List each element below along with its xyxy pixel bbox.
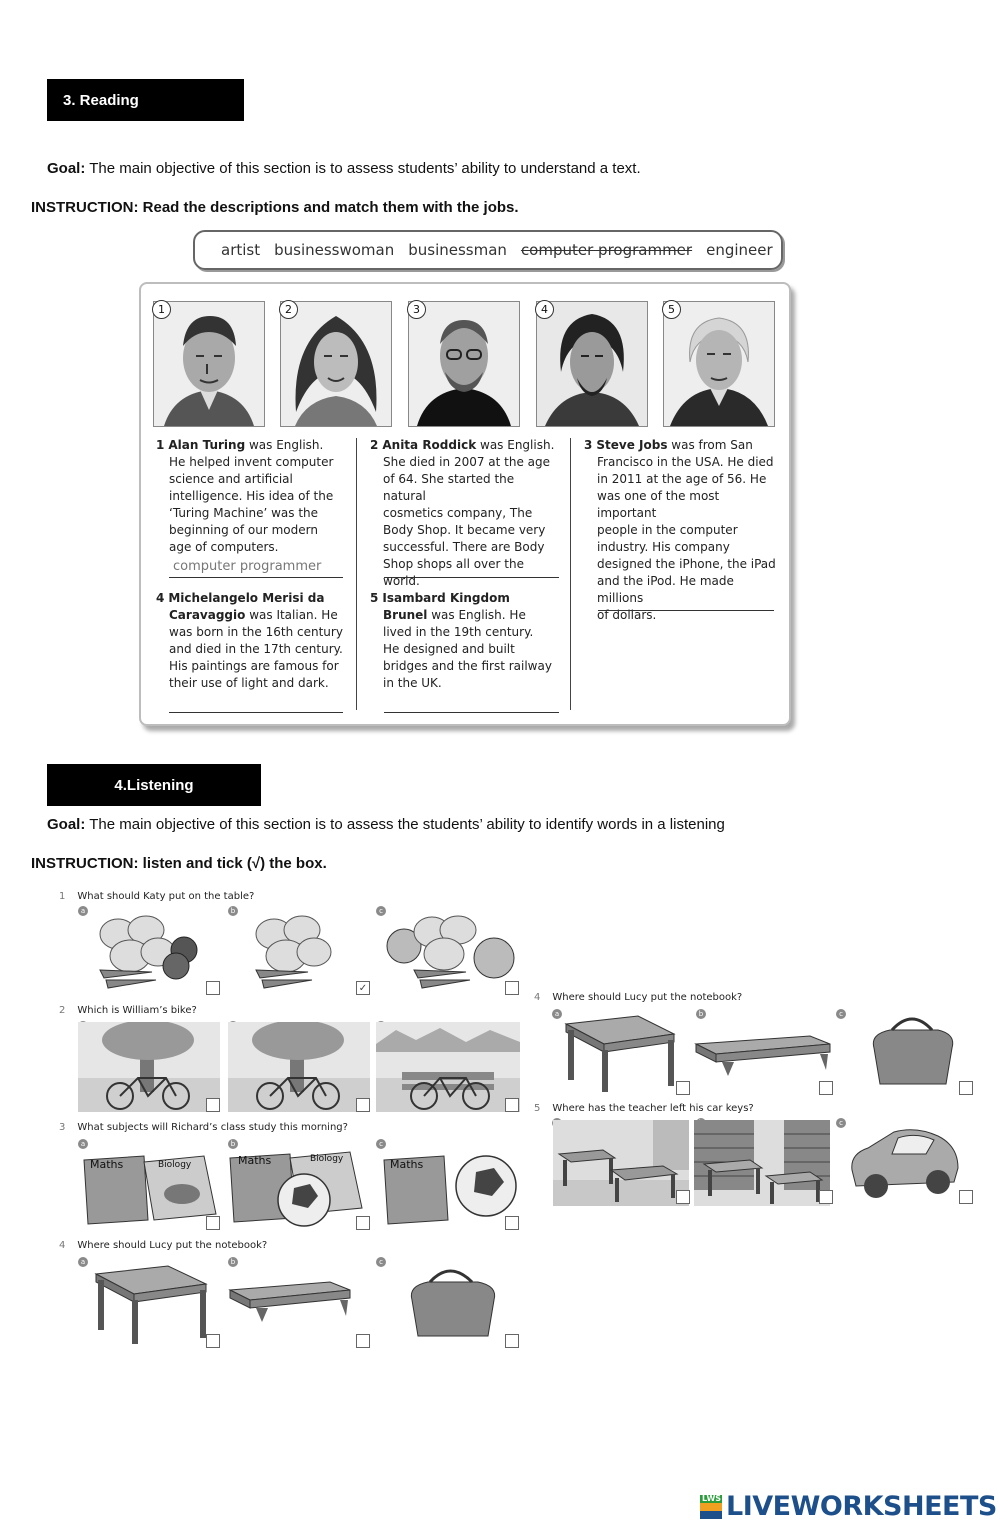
- desc-line: was Italian. He: [245, 608, 338, 622]
- desc-line: beginning of our modern: [169, 523, 318, 537]
- q4r-option-b-checkbox[interactable]: [819, 1081, 833, 1095]
- description-number: 3: [584, 438, 593, 452]
- desc-line: was English.: [245, 438, 324, 452]
- reading-goal: [47, 160, 641, 177]
- person-name-cont: Brunel: [383, 608, 428, 622]
- option-letter-a: a: [78, 1139, 88, 1149]
- bag-image: [398, 1266, 502, 1342]
- reading-heading-text: 3. Reading: [63, 91, 139, 109]
- desc-line: Body Shop. It became very: [383, 523, 546, 537]
- portrait-5: [663, 301, 775, 427]
- maths-biology-books-a: [82, 1150, 222, 1226]
- portrait-caravaggio-image: [537, 302, 647, 426]
- question-5: [534, 1103, 754, 1114]
- q3-option-a-checkbox[interactable]: [206, 1216, 220, 1230]
- option-letter-a: a: [78, 906, 88, 916]
- person-name: Michelangelo Merisi da: [168, 591, 325, 605]
- person-name: Alan Turing: [168, 438, 246, 452]
- word-engineer: engineer: [706, 241, 773, 259]
- desc-line: and the iPod. He made millions: [597, 574, 734, 605]
- maths-label: Maths: [90, 1158, 124, 1171]
- question-1: [59, 891, 254, 902]
- potatoes-carrots-tomatoes-image: [96, 914, 206, 990]
- reading-goal-text: The main objective of this section is to assess students’ ability to understand a text.: [85, 160, 641, 177]
- question-number: 2: [59, 1005, 66, 1016]
- desc-line: Francisco in the USA. He died: [597, 455, 774, 469]
- question-text: Where has the teacher left his car keys?: [552, 1103, 754, 1114]
- description-number: 1: [156, 438, 165, 452]
- desc-line: science and artificial: [169, 472, 293, 486]
- q4-option-b-checkbox[interactable]: [356, 1334, 370, 1348]
- q2-option-b-checkbox[interactable]: [356, 1098, 370, 1112]
- q1-option-c-checkbox[interactable]: [505, 981, 519, 995]
- listening-goal-label: Goal:: [47, 816, 86, 833]
- shelf-image: [228, 1276, 352, 1332]
- portrait-number-1: 1: [152, 300, 171, 319]
- lws-badge-icon: [700, 1494, 722, 1520]
- answer-field-4[interactable]: [169, 694, 343, 713]
- desc-line: He helped invent computer: [169, 455, 334, 469]
- option-letter-b: b: [696, 1009, 706, 1019]
- description-number: 4: [156, 591, 165, 605]
- portrait-1: [153, 301, 265, 427]
- car-image: [846, 1124, 962, 1204]
- person-name: Isambard Kingdom: [382, 591, 510, 605]
- portrait-alan-turing-image: [154, 302, 264, 426]
- option-letter-c: c: [836, 1118, 846, 1128]
- maths-biology-football-b: [228, 1148, 368, 1228]
- maths-football-c: [382, 1150, 522, 1226]
- potatoes-carrots-image: [252, 914, 352, 990]
- question-4: [59, 1240, 267, 1251]
- maths-label: Maths: [238, 1154, 272, 1167]
- person-name: Steve Jobs: [596, 438, 668, 452]
- column-divider-1: [356, 438, 357, 710]
- q1-option-a-checkbox[interactable]: [206, 981, 220, 995]
- desc-line: He designed and built: [383, 642, 515, 656]
- option-letter-a: a: [78, 1257, 88, 1267]
- listening-instruction: INSTRUCTION: listen and tick (√) the box.: [31, 855, 327, 872]
- desc-line: designed the iPhone, the iPad: [597, 557, 776, 571]
- q5-option-a-checkbox[interactable]: [676, 1190, 690, 1204]
- bike-tree-image-a: [78, 1022, 220, 1112]
- desc-line: in the UK.: [383, 676, 442, 690]
- portrait-brunel-image: [664, 302, 774, 426]
- option-letter-c: c: [376, 1139, 386, 1149]
- question-text: Where should Lucy put the notebook?: [552, 992, 743, 1003]
- desc-line: people in the computer: [597, 523, 738, 537]
- portrait-number-5: 5: [662, 300, 681, 319]
- word-artist: artist: [221, 241, 261, 259]
- portrait-number-3: 3: [407, 300, 426, 319]
- desc-line: their use of light and dark.: [169, 676, 329, 690]
- bike-tree-image-b: [228, 1022, 370, 1112]
- listening-goal: [47, 816, 725, 833]
- q1-option-b-checkbox[interactable]: ✓: [356, 981, 370, 995]
- q5-option-b-checkbox[interactable]: [819, 1190, 833, 1204]
- person-name: Anita Roddick: [382, 438, 477, 452]
- option-letter-c: c: [376, 1257, 386, 1267]
- question-text: Which is William’s bike?: [77, 1005, 197, 1016]
- portrait-4: [536, 301, 648, 427]
- description-number: 5: [370, 591, 379, 605]
- reading-instruction: INSTRUCTION: Read the descriptions and match them with the jobs.: [31, 199, 519, 216]
- q4-option-a-checkbox[interactable]: [206, 1334, 220, 1348]
- desc-line: of 64. She started the natural: [383, 472, 515, 503]
- question-text: Where should Lucy put the notebook?: [77, 1240, 268, 1251]
- table-image: [92, 1262, 210, 1344]
- potatoes-carrots-apples-image: [384, 912, 520, 990]
- desc-line: was English.: [476, 438, 555, 452]
- q4r-option-c-checkbox[interactable]: [959, 1081, 973, 1095]
- q2-option-a-checkbox[interactable]: [206, 1098, 220, 1112]
- word-computer-programmer: computer programmer: [520, 241, 693, 259]
- portrait-steve-jobs-image: [409, 302, 519, 426]
- description-1: [156, 437, 346, 556]
- desc-line: age of computers.: [169, 540, 279, 554]
- q2-option-c-checkbox[interactable]: [505, 1098, 519, 1112]
- desc-line: was one of the most important: [597, 489, 720, 520]
- q4r-option-a-checkbox[interactable]: [676, 1081, 690, 1095]
- bike-bench-image-c: [376, 1022, 520, 1112]
- desc-line: of dollars.: [597, 608, 657, 622]
- description-number: 2: [370, 438, 379, 452]
- question-text: What subjects will Richard’s class study this morning?: [77, 1122, 348, 1133]
- listening-goal-text: The main objective of this section is to assess the students’ ability to identify words in a listening: [85, 816, 725, 833]
- desc-line: His paintings are famous for: [169, 659, 339, 673]
- desc-line: intelligence. His idea of the: [169, 489, 334, 503]
- column-divider-2: [570, 438, 571, 710]
- listening-section-heading: [47, 764, 261, 806]
- desc-line: industry. His company: [597, 540, 730, 554]
- question-number: 5: [534, 1103, 541, 1114]
- biology-label: Biology: [158, 1160, 192, 1170]
- answer-field-1[interactable]: computer programmer: [169, 559, 343, 578]
- option-letter-b: b: [228, 906, 238, 916]
- answer-field-3[interactable]: [598, 592, 774, 611]
- q3-option-b-checkbox[interactable]: [356, 1216, 370, 1230]
- q5-option-c-checkbox[interactable]: [959, 1190, 973, 1204]
- bag-image-right: [860, 1014, 960, 1090]
- person-name-cont: Caravaggio: [169, 608, 246, 622]
- badge-text: LWS: [702, 1493, 722, 1503]
- option-letter-c: c: [376, 906, 386, 916]
- q4-option-c-checkbox[interactable]: [505, 1334, 519, 1348]
- desc-line: lived in the 19th century.: [383, 625, 534, 639]
- shelf-image-right: [694, 1030, 832, 1086]
- library-desks-image: [694, 1120, 830, 1206]
- reading-section-heading: [47, 79, 244, 121]
- question-4-right: [534, 992, 742, 1003]
- question-2: [59, 1005, 197, 1016]
- description-5: [370, 590, 560, 692]
- option-letter-a: a: [552, 1009, 562, 1019]
- liveworksheets-logo[interactable]: [700, 1491, 997, 1522]
- desc-line: and died in the 17th century.: [169, 642, 343, 656]
- question-number: 1: [59, 891, 66, 902]
- word-businesswoman: businesswoman: [274, 241, 395, 259]
- desc-line: Shop shops all over the world.: [383, 557, 524, 588]
- desc-line: was from San: [667, 438, 753, 452]
- brand-name: LIVEWORKSHEETS: [726, 1491, 997, 1522]
- portrait-anita-roddick-image: [281, 302, 391, 426]
- description-4: [156, 590, 346, 692]
- biology-label: Biology: [310, 1154, 344, 1164]
- answer-field-5[interactable]: [384, 694, 559, 713]
- classroom-desks-image: [553, 1120, 689, 1206]
- option-letter-b: b: [228, 1139, 238, 1149]
- desc-line: was born in the 16th century: [169, 625, 343, 639]
- question-text: What should Katy put on the table?: [77, 891, 255, 902]
- question-number: 4: [534, 992, 541, 1003]
- word-businessman: businessman: [408, 241, 507, 259]
- listening-heading-text: 4.Listening: [114, 776, 194, 794]
- question-3: [59, 1122, 348, 1133]
- maths-label: Maths: [390, 1158, 424, 1171]
- desc-line: cosmetics company, The: [383, 506, 533, 520]
- q3-option-c-checkbox[interactable]: [505, 1216, 519, 1230]
- question-number: 3: [59, 1122, 66, 1133]
- portrait-3: [408, 301, 520, 427]
- word-bank: [193, 230, 783, 270]
- question-number: 4: [59, 1240, 66, 1251]
- table-image-right: [562, 1012, 678, 1092]
- desc-line: She died in 2007 at the age: [383, 455, 551, 469]
- option-letter-c: c: [836, 1009, 846, 1019]
- desc-line: successful. There are Body: [383, 540, 545, 554]
- reading-goal-label: Goal:: [47, 160, 86, 177]
- desc-line: was English. He: [427, 608, 526, 622]
- option-letter-b: b: [228, 1257, 238, 1267]
- portrait-2: [280, 301, 392, 427]
- answer-field-2[interactable]: [384, 559, 559, 578]
- desc-line: ‘Turing Machine’ was the: [169, 506, 319, 520]
- portrait-number-2: 2: [279, 300, 298, 319]
- portrait-number-4: 4: [535, 300, 554, 319]
- desc-line: in 2011 at the age of 56. He: [597, 472, 767, 486]
- desc-line: bridges and the first railway: [383, 659, 552, 673]
